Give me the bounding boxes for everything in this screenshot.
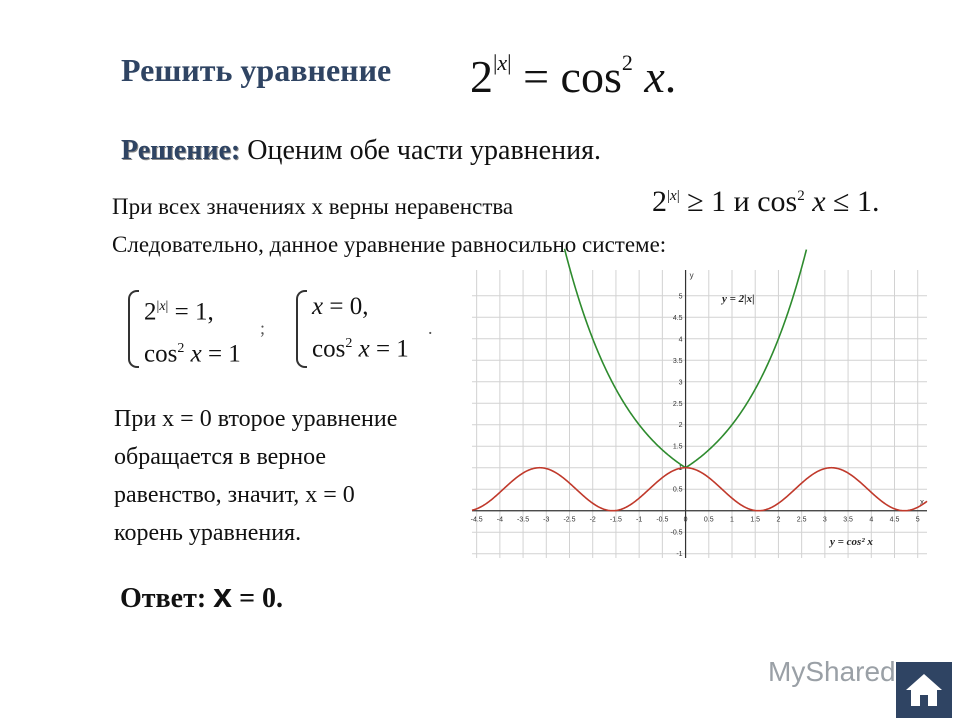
y-tick-label: 3 — [678, 379, 683, 387]
explanation-line: корень уравнения. — [114, 520, 302, 546]
system-separator: ; — [260, 318, 266, 338]
watermark-logo: MyShared — [768, 656, 896, 687]
x-tick-label: 3 — [822, 516, 827, 524]
series-label-exponential: y = 2|x| — [722, 293, 755, 305]
slide-title: Решить уравнение — [121, 52, 392, 88]
solution-label: Решение: — [121, 135, 241, 166]
x-tick-label: 4.5 — [889, 516, 900, 524]
x-tick-label: 5 — [915, 516, 920, 524]
y-tick-label: -1 — [676, 551, 683, 559]
x-tick-label: 1.5 — [750, 516, 761, 524]
home-icon — [896, 662, 952, 718]
x-tick-label: 2.5 — [796, 516, 807, 524]
x-tick-label: 2 — [776, 516, 781, 524]
system-1-row-2: $\cos^2 x = 1$ — [144, 340, 241, 368]
y-tick-label: 0.5 — [672, 486, 683, 494]
system-2 — [296, 288, 409, 367]
y-tick-label: 4 — [678, 336, 683, 344]
equivalence-text: Следовательно, данное уравнение равносильно системе: — [112, 232, 667, 257]
y-tick-label: -0.5 — [670, 529, 683, 537]
function-graph — [472, 270, 927, 558]
title-equation: $2^{|x|} = \cos^2 x$. — [470, 49, 677, 102]
y-tick-label: 1.5 — [672, 443, 683, 451]
answer-variable: x — [213, 577, 233, 615]
system-2-brace — [296, 290, 307, 368]
y-axis-label: y — [689, 271, 694, 280]
x-tick-label: 0.5 — [703, 516, 714, 524]
system-1-row-1: $2^{|x|} = 1$, — [144, 298, 214, 326]
x-tick-label: -4.5 — [470, 516, 483, 524]
x-tick-label: 3.5 — [843, 516, 853, 524]
x-tick-label: -2.5 — [563, 516, 576, 524]
solution-text: Оценим обе части уравнения. — [240, 135, 601, 166]
explanation-line: обращается в верное — [114, 444, 327, 470]
y-tick-label: 2 — [678, 422, 683, 430]
y-tick-label: 2.5 — [672, 400, 683, 408]
system-1-brace — [128, 290, 139, 368]
x-tick-label: 1 — [730, 516, 734, 524]
series-label-cosine-squared: y = cos² x — [830, 536, 873, 548]
inequality-formula: $2^{|x|} \ge 1$ и $\cos^2 x \le 1$. — [652, 185, 880, 218]
y-tick-label: 4.5 — [672, 314, 683, 322]
explanation-paragraph — [114, 400, 397, 552]
y-tick-label: 3.5 — [672, 357, 683, 365]
y-tick-label: 1 — [678, 465, 683, 473]
system-end: . — [428, 318, 433, 338]
x-axis-label: x — [920, 497, 924, 507]
solution-line — [121, 135, 601, 167]
x-tick-label: -2 — [589, 516, 596, 524]
y-tick-label: 5 — [678, 293, 683, 301]
x-tick-label: -4 — [496, 516, 503, 524]
system-1 — [128, 288, 241, 373]
x-tick-label: -3.5 — [517, 516, 530, 524]
x-tick-label: 4 — [869, 516, 874, 524]
explanation-line: При x = 0 второе уравнение — [114, 406, 398, 432]
x-tick-label: -1 — [636, 516, 643, 524]
system-2-row-1: x = 0, — [312, 293, 369, 320]
home-button[interactable] — [896, 662, 952, 718]
explanation-line: равенство, значит, x = 0 — [114, 482, 355, 508]
x-tick-label: 0 — [683, 516, 688, 524]
x-tick-label: -1.5 — [609, 516, 622, 524]
x-tick-label: -3 — [543, 516, 550, 524]
system-2-row-2: $\cos^2 x = 1$ — [312, 335, 409, 363]
answer: Ответ: x = 0. — [120, 577, 284, 615]
inequality-text: При всех значениях x верны неравенства — [112, 194, 514, 219]
x-tick-label: -0.5 — [656, 516, 669, 524]
